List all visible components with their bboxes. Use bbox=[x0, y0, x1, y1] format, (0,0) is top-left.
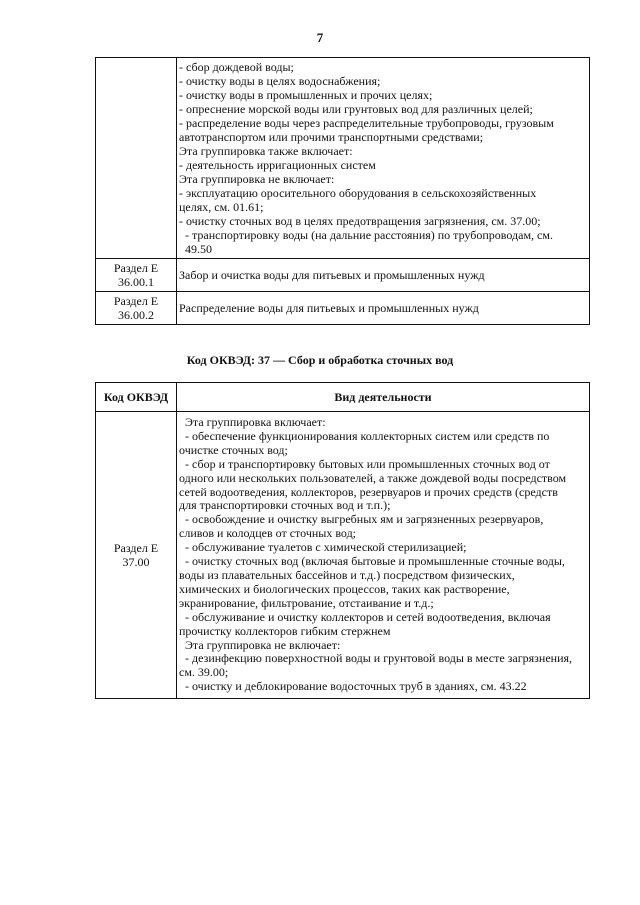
description-cell: Забор и очистка воды для питьевых и промышленных нужд bbox=[177, 259, 590, 292]
okved-table-36 bbox=[95, 57, 590, 325]
description-line: очистке сточных вод; bbox=[179, 443, 288, 457]
description-line: - сбор дождевой воды; bbox=[179, 60, 294, 74]
header-activity: Вид деятельности bbox=[177, 383, 590, 412]
code-label: Раздел Е bbox=[113, 261, 159, 275]
description-line: 49.50 bbox=[185, 242, 212, 256]
description-line: - очистку и деблокирование водосточных труб в зданиях, см. 43.22 bbox=[185, 680, 527, 694]
description-line: - очистку сточных вод в целях предотвращения загрязнения, см. 37.00; bbox=[179, 214, 541, 228]
page-number: 7 bbox=[316, 30, 324, 45]
description-line: - обслуживание туалетов с химической стерилизацией; bbox=[185, 541, 467, 555]
description-line: сливов и колодцев от сточных вод; bbox=[179, 527, 357, 541]
table-row bbox=[96, 412, 590, 699]
code-cell bbox=[96, 259, 177, 292]
okved-table-37 bbox=[95, 382, 590, 699]
description-line: Эта группировка не включает: bbox=[185, 638, 341, 652]
description-line: Эта группировка не включает: bbox=[179, 172, 335, 186]
description-line: - очистку воды в промышленных и прочих целях; bbox=[179, 88, 433, 102]
table-row bbox=[96, 292, 590, 325]
description-line: Эта группировка включает: bbox=[185, 416, 326, 429]
description-line: - транспортировку воды (на дальние расстояния) по трубопроводам, см. bbox=[185, 228, 553, 242]
code-number: 36.00.1 bbox=[118, 275, 154, 289]
description-line: экранирование, фильтрование, отстаивание и т.д.; bbox=[179, 596, 434, 610]
code-number: 36.00.2 bbox=[118, 308, 154, 322]
table-row bbox=[96, 58, 590, 259]
description-line: - обеспечение функционирования коллекторных систем или средств по bbox=[185, 429, 550, 443]
description-cell bbox=[177, 58, 590, 259]
code-cell bbox=[96, 412, 177, 699]
description-line: целях, см. 01.61; bbox=[179, 200, 264, 214]
description-line: сетей водоотведения, коллекторов, резервуаров и прочих средств (средств bbox=[179, 485, 558, 499]
description-line: - сбор и транспортировку бытовых или промышленных сточных вод от bbox=[185, 457, 550, 471]
section-heading: Код ОКВЭД: 37 — Сбор и обработка сточных вод bbox=[186, 353, 454, 367]
description-line: для транспортировки сточных вод и т.п.); bbox=[179, 499, 391, 513]
code-label: Раздел Е bbox=[113, 294, 159, 308]
description-line: - опреснение морской воды или грунтовых вод для различных целей; bbox=[179, 102, 533, 116]
description-line: прочистку коллекторов гибким стержнем bbox=[179, 624, 391, 638]
description-line: - очистку воды в целях водоснабжения; bbox=[179, 74, 381, 88]
description-line: - распределение воды через распределительные трубопроводы, грузовым bbox=[179, 116, 554, 130]
description-line: - очистку сточных вод (включая бытовые и промышленные сточные воды, bbox=[185, 555, 565, 569]
description-cell bbox=[177, 412, 590, 699]
description-line: химических и биологических процессов, таких как растворение, bbox=[179, 582, 510, 596]
code-cell bbox=[96, 292, 177, 325]
code-label: Раздел Е bbox=[113, 541, 159, 556]
table-header-row bbox=[96, 383, 590, 412]
description-line: см. 39.00; bbox=[179, 666, 229, 680]
description-cell: Распределение воды для питьевых и промышленных нужд bbox=[177, 292, 590, 325]
description-line: Эта группировка также включает: bbox=[179, 144, 353, 158]
description-line: - дезинфекцию поверхностной воды и грунтовой воды в месте загрязнения, bbox=[185, 652, 573, 666]
description-line: - освобождение и очистку выгребных ям и загрязненных резервуаров, bbox=[185, 513, 544, 527]
code-cell bbox=[96, 58, 177, 259]
code-number: 37.00 bbox=[122, 555, 150, 570]
description-line: автотранспортом или прочими транспортными средствами; bbox=[179, 130, 484, 144]
description-line: - обслуживание и очистку коллекторов и сетей водоотведения, включая bbox=[185, 610, 551, 624]
table-row bbox=[96, 259, 590, 292]
description-line: воды из плавательных бассейнов и т.д.) посредством физических, bbox=[179, 568, 515, 582]
description-line: - деятельность ирригационных систем bbox=[179, 158, 376, 172]
description-line: - эксплуатацию оросительного оборудования в сельскохозяйственных bbox=[179, 186, 537, 200]
description-line: одного или нескольких пользователей, а также дождевой воды посредством bbox=[179, 471, 567, 485]
header-code: Код ОКВЭД bbox=[96, 383, 177, 412]
